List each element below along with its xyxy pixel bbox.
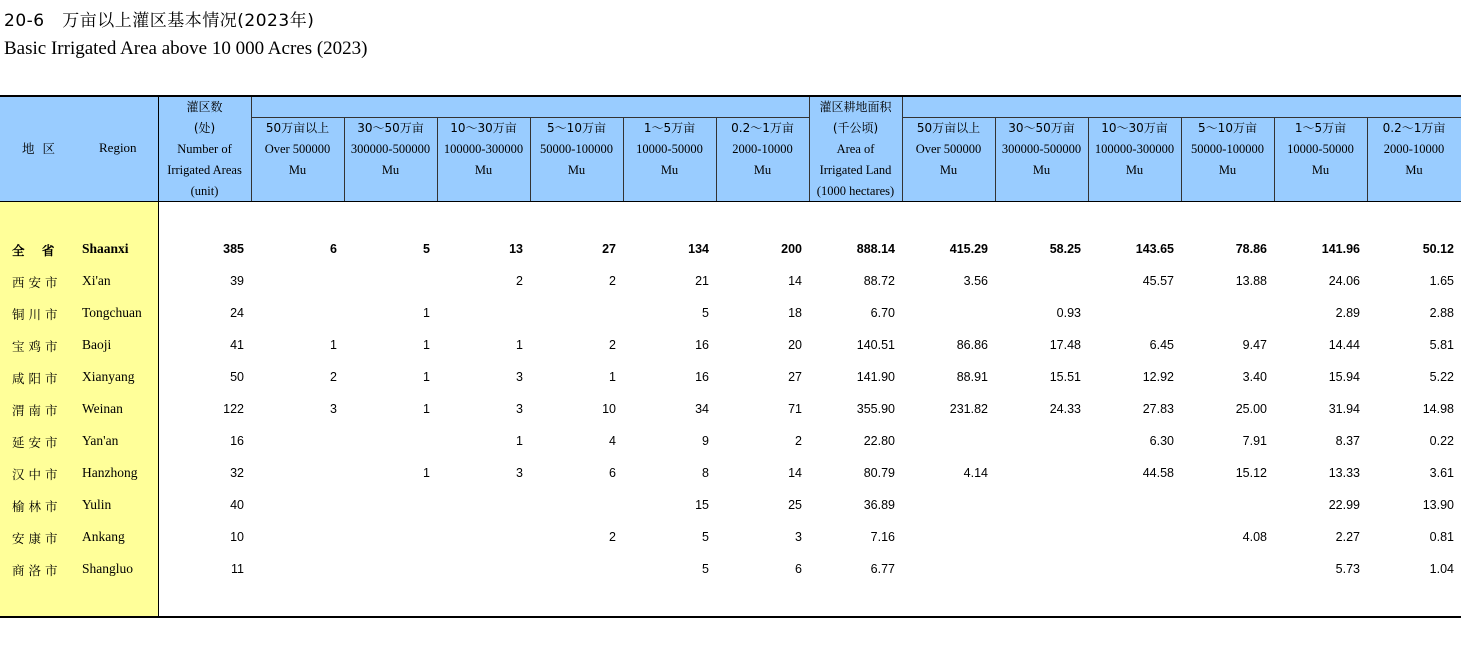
data-cell: 15.12 [1235, 466, 1267, 480]
data-cell: 134 [688, 242, 709, 256]
area-size-class-header [1181, 118, 1274, 181]
count-size-class-header [530, 118, 623, 181]
count-size-class-header [716, 118, 809, 181]
data-cell: 4 [609, 434, 616, 448]
data-cell: 1 [423, 338, 430, 352]
region-name-chinese: 延 安 市 [12, 435, 58, 450]
data-cell: 200 [781, 242, 802, 256]
data-cell: 16 [695, 370, 709, 384]
count-size-class-header-line: Mu [567, 163, 586, 177]
data-cell: 2 [609, 530, 616, 544]
data-cell: 13.88 [1235, 274, 1267, 288]
data-cell: 6 [330, 242, 337, 256]
data-cell: 41 [230, 338, 244, 352]
data-cell: 1 [516, 434, 523, 448]
data-cell: 14 [788, 274, 802, 288]
area-size-class-header-line: 5～10万亩 [1198, 121, 1257, 135]
count-size-class-header-line: 300000-500000 [350, 142, 431, 156]
region-name-english: Xi'an [82, 273, 111, 288]
data-cell: 86.86 [956, 338, 988, 352]
data-cell: 12.92 [1142, 370, 1174, 384]
data-cell: 1 [609, 370, 616, 384]
region-name-english: Hanzhong [82, 465, 138, 480]
data-cell: 3 [516, 402, 523, 416]
data-cell: 5 [702, 306, 709, 320]
data-cell: 140.51 [856, 338, 895, 352]
data-cell: 6.70 [870, 306, 895, 320]
data-cell: 2 [516, 274, 523, 288]
data-cell: 8 [702, 466, 709, 480]
data-cell: 50.12 [1422, 242, 1454, 256]
region-name-english: Ankang [82, 529, 125, 544]
count-size-class-header-line: 100000-300000 [443, 142, 524, 156]
irrigated-land-area-header-line: Irrigated Land [819, 163, 892, 177]
data-cell: 31.94 [1328, 402, 1360, 416]
data-cell: 1.65 [1429, 274, 1454, 288]
data-cell: 5 [423, 242, 430, 256]
data-cell: 16 [230, 434, 244, 448]
data-cell: 6 [609, 466, 616, 480]
data-cell: 2 [609, 274, 616, 288]
data-cell: 6.45 [1149, 338, 1174, 352]
data-cell: 15.94 [1328, 370, 1360, 384]
count-size-class-header [251, 118, 344, 181]
data-cell: 22.80 [863, 434, 895, 448]
irrigated-land-area-header-line: 灌区耕地面积 [819, 100, 892, 114]
region-name-chinese: 商 洛 市 [12, 563, 58, 578]
area-size-class-header-line: Mu [939, 163, 958, 177]
data-cell: 11 [231, 562, 244, 576]
data-cell: 1 [516, 338, 523, 352]
data-cell: 5.22 [1429, 370, 1454, 384]
area-size-class-header-line: 30～50万亩 [1008, 121, 1075, 135]
data-cell: 141.96 [1321, 242, 1360, 256]
data-cell: 7.91 [1242, 434, 1267, 448]
data-cell: 22.99 [1328, 498, 1360, 512]
area-size-class-header [1088, 118, 1181, 181]
count-size-class-header-line: 10000-50000 [636, 142, 703, 156]
data-cell: 2 [609, 338, 616, 352]
data-cell: 36.89 [863, 498, 895, 512]
data-cell: 1 [423, 370, 430, 384]
area-size-class-header [1274, 118, 1367, 181]
data-cell: 355.90 [856, 402, 895, 416]
area-size-class-header-line: 1～5万亩 [1294, 121, 1347, 135]
data-cell: 21 [695, 274, 709, 288]
data-cell: 24 [230, 306, 244, 320]
data-cell: 2 [330, 370, 337, 384]
data-cell: 415.29 [949, 242, 988, 256]
data-cell: 4.14 [963, 466, 988, 480]
data-cell: 27 [602, 242, 616, 256]
data-cell: 6 [795, 562, 802, 576]
data-cell: 20 [788, 338, 802, 352]
data-cell: 24.06 [1328, 274, 1360, 288]
data-cell: 3 [330, 402, 337, 416]
data-cell: 141.90 [856, 370, 895, 384]
data-cell: 4.08 [1242, 530, 1267, 544]
count-size-class-header [344, 118, 437, 181]
data-cell: 15 [695, 498, 709, 512]
data-cell: 10 [602, 402, 616, 416]
table-title-english: Basic Irrigated Area above 10 000 Acres (2023) [4, 38, 368, 59]
data-cell: 5.73 [1335, 562, 1360, 576]
data-cell: 24.33 [1049, 402, 1081, 416]
area-size-class-header-line: Over 500000 [915, 142, 982, 156]
data-cell: 6.30 [1149, 434, 1174, 448]
data-cell: 71 [788, 402, 802, 416]
data-cell: 3.56 [963, 274, 988, 288]
data-cell: 25 [788, 498, 802, 512]
count-size-class-header-line: Over 500000 [264, 142, 331, 156]
region-name-english: Xianyang [82, 369, 135, 384]
count-size-class-header-line: 2000-10000 [732, 142, 793, 156]
region-name-chinese: 渭 南 市 [12, 403, 58, 418]
region-name-english: Yan'an [82, 433, 119, 448]
data-cell: 40 [230, 498, 244, 512]
irrigated-land-area-header [809, 97, 902, 202]
irrigated-areas-count-header [158, 97, 251, 202]
region-name-chinese: 铜 川 市 [12, 307, 58, 322]
area-size-class-header-line: Mu [1311, 163, 1330, 177]
data-cell: 1 [330, 338, 337, 352]
data-cell: 44.58 [1142, 466, 1174, 480]
count-size-class-header [623, 118, 716, 181]
region-header-english: Region [99, 140, 137, 155]
data-cell: 13 [509, 242, 523, 256]
data-cell: 88.72 [863, 274, 895, 288]
data-cell: 3.40 [1242, 370, 1267, 384]
data-cell: 80.79 [863, 466, 895, 480]
area-size-class-header-line: Mu [1218, 163, 1237, 177]
region-name-english: Baoji [82, 337, 112, 352]
data-cell: 18 [788, 306, 802, 320]
data-cell: 25.00 [1235, 402, 1267, 416]
data-cell: 9 [702, 434, 709, 448]
data-cell: 10 [230, 530, 244, 544]
irrigated-land-area-header-line: Area of [836, 142, 875, 156]
data-cell: 27.83 [1142, 402, 1174, 416]
data-cell: 78.86 [1235, 242, 1267, 256]
data-cell: 16 [695, 338, 709, 352]
count-size-class-header-line: Mu [660, 163, 679, 177]
data-cell: 58.25 [1049, 242, 1081, 256]
count-size-class-header-line: Mu [288, 163, 307, 177]
area-size-class-header-line: 100000-300000 [1094, 142, 1175, 156]
area-size-class-header-line: 10000-50000 [1287, 142, 1354, 156]
data-cell: 2.88 [1429, 306, 1454, 320]
data-cell: 3.61 [1429, 466, 1454, 480]
data-cell: 0.22 [1429, 434, 1454, 448]
count-size-class-header-line: 0.2～1万亩 [731, 121, 794, 135]
irrigated-areas-count-header-line: (unit) [190, 184, 219, 198]
data-cell: 14 [788, 466, 802, 480]
data-cell: 88.91 [956, 370, 988, 384]
data-cell: 3 [516, 466, 523, 480]
count-size-class-header-line: Mu [474, 163, 493, 177]
area-size-class-header-line: 300000-500000 [1001, 142, 1082, 156]
count-size-class-header-line: 1～5万亩 [643, 121, 696, 135]
area-size-class-header-line: Mu [1125, 163, 1144, 177]
count-size-class-header-line: 30～50万亩 [357, 121, 424, 135]
data-cell: 0.81 [1429, 530, 1454, 544]
data-cell: 39 [230, 274, 244, 288]
data-cell: 45.57 [1142, 274, 1174, 288]
irrigated-areas-count-header-line: (处) [193, 121, 216, 135]
data-cell: 32 [230, 466, 244, 480]
area-size-class-header-line: 50000-100000 [1191, 142, 1264, 156]
area-size-class-header-line: 2000-10000 [1383, 142, 1445, 156]
data-cell: 5.81 [1429, 338, 1454, 352]
data-cell: 9.47 [1242, 338, 1267, 352]
region-name-chinese: 宝 鸡 市 [12, 339, 58, 354]
data-cell: 122 [223, 402, 244, 416]
count-size-class-header-line: Mu [381, 163, 400, 177]
data-cell: 14.44 [1328, 338, 1360, 352]
irrigated-areas-count-header-line: 灌区数 [186, 100, 223, 114]
count-size-class-header-line: 10～30万亩 [450, 121, 517, 135]
area-size-class-header [995, 118, 1088, 181]
region-name-english: Shangluo [82, 561, 134, 576]
data-cell: 34 [695, 402, 709, 416]
data-cell: 0.93 [1056, 306, 1081, 320]
area-size-class-header-line: 10～30万亩 [1101, 121, 1168, 135]
irrigated-areas-count-header-line: Irrigated Areas [167, 163, 242, 177]
data-cell: 3 [516, 370, 523, 384]
data-cell: 1 [423, 466, 430, 480]
bottom-rule [0, 616, 1461, 618]
data-cell: 385 [223, 242, 244, 256]
count-size-class-header-line: 5～10万亩 [547, 121, 606, 135]
data-cell: 15.51 [1049, 370, 1081, 384]
data-cell: 14.98 [1422, 402, 1454, 416]
data-cell: 1 [423, 402, 430, 416]
count-size-class-header-line: Mu [753, 163, 772, 177]
data-cell: 8.37 [1335, 434, 1360, 448]
region-name-chinese: 汉 中 市 [12, 467, 58, 482]
data-cell: 2 [795, 434, 802, 448]
count-size-class-header-line: 50万亩以上 [265, 121, 330, 135]
data-cell: 17.48 [1049, 338, 1081, 352]
data-cell: 2.89 [1335, 306, 1360, 320]
data-cell: 50 [230, 370, 244, 384]
count-size-class-header-line: 50000-100000 [540, 142, 613, 156]
area-size-class-header-line: 50万亩以上 [916, 121, 981, 135]
area-size-class-header-line: Mu [1032, 163, 1051, 177]
data-cell: 27 [788, 370, 802, 384]
region-name-chinese: 全 省 [12, 243, 55, 258]
data-cell: 231.82 [949, 402, 988, 416]
region-header-chinese: 地 区 [22, 141, 55, 156]
data-cell: 888.14 [856, 242, 895, 256]
region-name-chinese: 咸 阳 市 [12, 371, 58, 386]
data-cell: 13.90 [1422, 498, 1454, 512]
region-name-english: Tongchuan [82, 305, 142, 320]
data-cell: 7.16 [870, 530, 895, 544]
area-size-class-header-line: 0.2～1万亩 [1382, 121, 1446, 135]
data-cell: 5 [702, 530, 709, 544]
area-size-class-header [902, 118, 995, 181]
area-size-class-header [1367, 118, 1461, 181]
region-name-chinese: 安 康 市 [12, 531, 58, 546]
region-name-chinese: 西 安 市 [12, 275, 58, 290]
data-cell: 5 [702, 562, 709, 576]
count-size-class-header [437, 118, 530, 181]
region-name-chinese: 榆 林 市 [12, 499, 58, 514]
data-cell: 3 [795, 530, 802, 544]
irrigated-land-area-header-line: (千公顷) [832, 121, 879, 135]
irrigated-land-area-header-line: (1000 hectares) [816, 184, 895, 198]
data-cell: 143.65 [1135, 242, 1174, 256]
data-cell: 13.33 [1328, 466, 1360, 480]
region-name-english: Shaanxi [82, 241, 129, 256]
area-size-class-header-line: Mu [1405, 163, 1423, 177]
data-cell: 6.77 [870, 562, 895, 576]
region-name-english: Weinan [82, 401, 123, 416]
data-cell: 1.04 [1429, 562, 1454, 576]
data-cell: 1 [423, 306, 430, 320]
table-title-chinese: 20-6 万亩以上灌区基本情况(2023年) [4, 11, 315, 31]
region-name-english: Yulin [82, 497, 112, 512]
irrigated-areas-count-header-line: Number of [177, 142, 232, 156]
data-cell: 2.27 [1335, 530, 1360, 544]
